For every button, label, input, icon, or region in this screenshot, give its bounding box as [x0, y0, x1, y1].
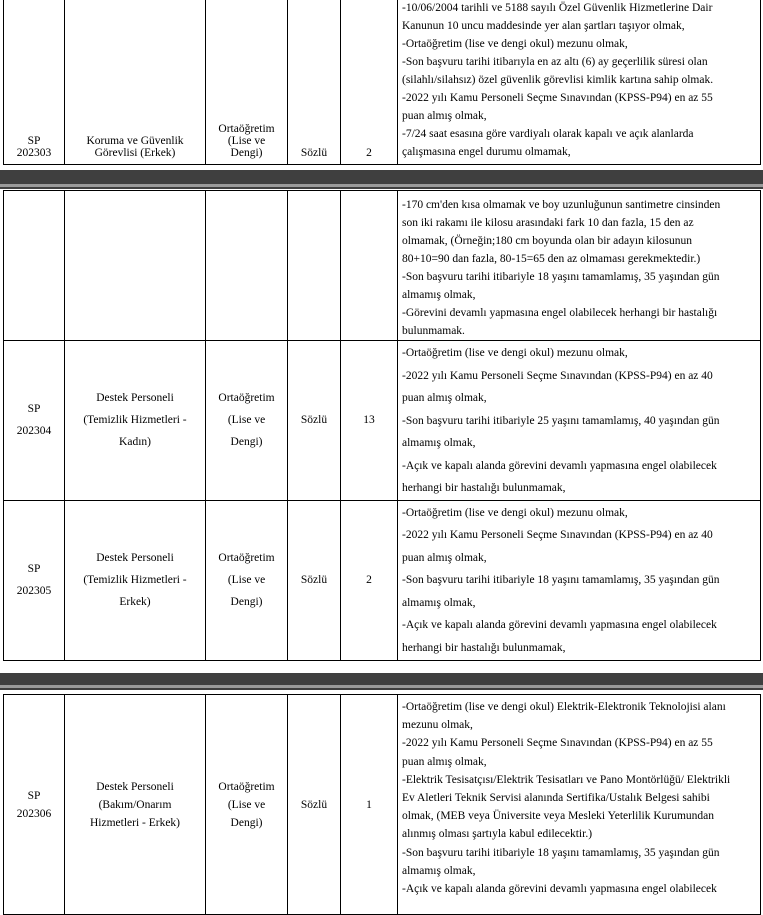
position-name-cell: Destek Personeli (Bakım/Onarım Hizmetleri - Erkek)	[65, 695, 206, 915]
position-code-cell: SP 202303	[4, 0, 65, 165]
requirements-cell: -170 cm'den kısa olmamak ve boy uzunluğunun santimetre cinsinden son iki rakamı ile kilosu arasındaki fark 10 dan fazla, 15 den az olmamak, (Örneğin;180 cm boyunda olan bir adayın kilosunun 80+10=90 dan fazla, 80-15=65 den az olmaması gerekmektedir.) -Son başvuru tarihi itibariyle 18 yaşını tamamlamış, 35 yaşından gün almamış olmak, -Görevini devamlı yapmasına engel olabilecek herhangi bir hastalığı bulunmamak.	[398, 191, 761, 341]
exam-type-cell: Sözlü	[288, 695, 341, 915]
position-name-cell: Destek Personeli (Temizlik Hizmetleri - Erkek)	[65, 500, 206, 660]
page-break-divider	[0, 170, 763, 189]
table-row	[4, 191, 761, 341]
table-row	[4, 341, 761, 501]
education-cell: Ortaöğretim (Lise ve Dengi)	[206, 0, 288, 165]
quota-cell: 2	[341, 0, 398, 165]
quota-cell: 13	[341, 341, 398, 501]
table-row	[4, 500, 761, 660]
table-segment-a	[3, 0, 761, 165]
quota-cell	[341, 191, 398, 341]
education-cell: Ortaöğretim (Lise ve Dengi)	[206, 500, 288, 660]
table-row	[4, 695, 761, 915]
requirements-cell: -Ortaöğretim (lise ve dengi okul) Elektrik-Elektronik Teknolojisi alanı mezunu olmak, -2022 yılı Kamu Personeli Seçme Sınavından (KPSS-P94) en az 55 puan almış olmak, -Elektrik Tesisatçısı/Elektrik Tesisatları ve Pano Montörlüğü/ Elektrikli Ev Aletleri Teknik Servisi alanında Sertifika/Ustalık Belgesi sahibi olmak, (MEB veya Üniversite veya Mesleki Yeterlilik Kurumundan alınmış olması şartıyla kabul edilecektir.) -Son başvuru tarihi itibariyle 18 yaşını tamamlamış, 35 yaşından gün almamış olmak, -Açık ve kapalı alanda görevini devamlı yapmasına engel olabilecek	[398, 695, 761, 915]
quota-cell: 1	[341, 695, 398, 915]
quota-cell: 2	[341, 500, 398, 660]
education-cell	[206, 191, 288, 341]
exam-type-cell: Sözlü	[288, 0, 341, 165]
education-cell: Ortaöğretim (Lise ve Dengi)	[206, 695, 288, 915]
page-break-divider	[0, 673, 763, 690]
exam-type-cell: Sözlü	[288, 341, 341, 501]
exam-type-cell	[288, 191, 341, 341]
table-segment-c	[3, 694, 761, 915]
position-name-cell: Koruma ve Güvenlik Görevlisi (Erkek)	[65, 0, 206, 165]
requirements-cell: -Ortaöğretim (lise ve dengi okul) mezunu olmak, -2022 yılı Kamu Personeli Seçme Sınavından (KPSS-P94) en az 40 puan almış olmak, -Son başvuru tarihi itibariyle 18 yaşını tamamlamış, 35 yaşından gün almamış olmak, -Açık ve kapalı alanda görevini devamlı yapmasına engel olabilecek herhangi bir hastalığı bulunmamak,	[398, 500, 761, 660]
requirements-cell: -Ortaöğretim (lise ve dengi okul) mezunu olmak, -2022 yılı Kamu Personeli Seçme Sınavından (KPSS-P94) en az 40 puan almış olmak, -Son başvuru tarihi itibariyle 25 yaşını tamamlamış, 40 yaşından gün almamış olmak, -Açık ve kapalı alanda görevini devamlı yapmasına engel olabilecek herhangi bir hastalığı bulunmamak,	[398, 341, 761, 501]
exam-type-cell: Sözlü	[288, 500, 341, 660]
education-cell: Ortaöğretim (Lise ve Dengi)	[206, 341, 288, 501]
position-code-cell: SP 202306	[4, 695, 65, 915]
position-code-cell	[4, 191, 65, 341]
position-code-cell: SP 202305	[4, 500, 65, 660]
position-name-cell: Destek Personeli (Temizlik Hizmetleri - Kadın)	[65, 341, 206, 501]
table-row	[4, 0, 761, 165]
position-code-cell: SP 202304	[4, 341, 65, 501]
position-name-cell	[65, 191, 206, 341]
requirements-cell: -10/06/2004 tarihli ve 5188 sayılı Özel Güvenlik Hizmetlerine Dair Kanunun 10 uncu maddesinde yer alan şartları taşıyor olmak, -Ortaöğretim (lise ve dengi okul) mezunu olmak, -Son başvuru tarihi itibarıyla en az altı (6) ay geçerlilik süresi olan (silahlı/silahsız) özel güvenlik görevlisi kimlik kartına sahip olmak. -2022 yılı Kamu Personeli Seçme Sınavından (KPSS-P94) en az 55 puan almış olmak, -7/24 saat esasına göre vardiyalı olarak kapalı ve açık alanlarda çalışmasına engel durumu olmamak,	[398, 0, 761, 165]
table-segment-b	[3, 190, 761, 661]
